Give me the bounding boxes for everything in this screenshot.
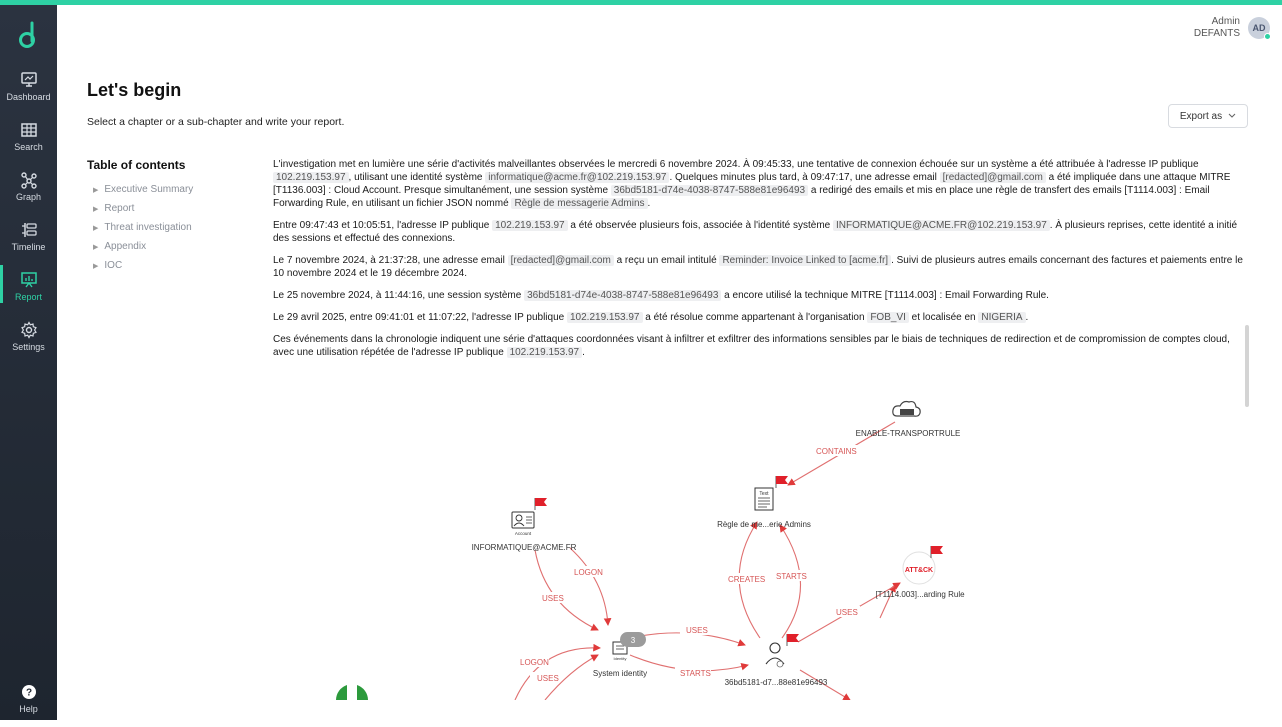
toc-item-label: Appendix: [104, 241, 147, 252]
svg-text:Identity: Identity: [613, 656, 627, 661]
caret-right-icon: ▶: [93, 224, 99, 232]
flag-icon: [776, 476, 788, 488]
node-label: Règle de me...erie Admins: [717, 520, 811, 529]
attack-badge-text: ATT&CK: [904, 567, 934, 574]
report-paragraph: Entre 09:47:43 et 10:05:51, l'adresse IP publique 102.219.153.97 a été observée plusieurs fois, associée à l'identité système INFORMATIQUE@ACME.FR@102.219.153.97 . À plusieurs reprises, cette identité a initié des sessions et effectué des connexions.: [273, 220, 1238, 244]
email-chip: [redacted]@gmail.com: [508, 255, 614, 266]
graph-node-attack[interactable]: [875, 546, 965, 599]
help-label: Help: [19, 704, 38, 714]
toc-list: [93, 180, 193, 275]
sidebar-item-graph[interactable]: [3, 171, 54, 215]
toc-item-label: Report: [104, 203, 135, 214]
edge-label-uses: USES: [542, 594, 564, 603]
sidebar-item-report[interactable]: [3, 271, 54, 315]
partial-node-country-flag[interactable]: [336, 684, 368, 700]
account-card-icon: [512, 512, 534, 536]
graph-node-session[interactable]: [725, 634, 828, 687]
text-document-icon: [755, 488, 773, 510]
toc-title: Table of contents: [87, 158, 186, 172]
top-accent-bar: [0, 0, 1282, 5]
sidebar-item-label: Graph: [15, 192, 41, 202]
toc-item-executive-summary[interactable]: [93, 180, 193, 199]
chevron-down-icon: [1228, 113, 1236, 119]
session-chip: 36bd5181-d74e-4038-8747-588e81e96493: [611, 185, 808, 196]
graph-icon: [20, 171, 38, 189]
sidebar-item-label: Report: [14, 292, 42, 302]
sidebar-item-label: Settings: [12, 342, 45, 352]
search-grid-icon: [20, 121, 38, 139]
node-label: System identity: [592, 669, 648, 678]
page-title: Let's begin: [87, 80, 182, 100]
session-chip: 36bd5181-d74e-4038-8747-588e81e96493: [524, 290, 721, 301]
sidebar-item-help[interactable]: [3, 683, 54, 727]
node-label: [T1114.003]...arding Rule: [875, 590, 965, 599]
dashboard-icon: [20, 71, 38, 89]
sidebar-item-label: Search: [14, 142, 43, 152]
report-paragraph: Le 7 novembre 2024, à 21:37:28, une adresse email [redacted]@gmail.com a reçu un email intitulé Reminder: Invoice Linked to [acme.fr] . Suivi de plusieurs autres emails concernant des factures et paiements entre le 10 novembre 2024 et le 19 décembre 2024.: [273, 255, 1243, 279]
account-org: DEFANTS: [1193, 28, 1240, 39]
svg-text:Account: Account: [514, 531, 532, 536]
account-menu[interactable]: [1194, 16, 1270, 40]
help-icon: [20, 683, 38, 701]
sidebar-item-settings[interactable]: [3, 321, 54, 365]
sidebar-item-dashboard[interactable]: [3, 71, 54, 115]
toc-item-report[interactable]: [93, 199, 193, 218]
report-paragraph: Ces événements dans la chronologie indiquent une série d'attaques coordonnées visant à infiltrer et exfiltrer des informations sensibles par le biais de techniques de redirection et de compromission de comptes cloud, avec une utilisation répétée de l'adresse IP publique 102.219.153.97 .: [273, 334, 1230, 358]
sidebar-item-search[interactable]: [3, 121, 54, 165]
account-name: Admin: [1211, 16, 1240, 27]
edge-logon-1: [570, 548, 608, 625]
session-user-icon: [766, 643, 784, 667]
report-paragraph: Le 25 novembre 2024, à 11:44:16, une session système 36bd5181-d74e-4038-8747-588e81e96493 a encore utilisé la technique MITRE [T1114.003] : Email Forwarding Rule.: [273, 290, 1049, 301]
toc-item-label: Executive Summary: [104, 184, 194, 195]
toc-item-label: Threat investigation: [104, 222, 192, 233]
app-logo-icon[interactable]: [17, 21, 39, 49]
toc-item-label: IOC: [104, 260, 123, 271]
investigation-graph[interactable]: [330, 380, 970, 700]
gear-icon: [20, 321, 38, 339]
toc-item-ioc[interactable]: [93, 256, 193, 275]
ip-address-chip: 102.219.153.97: [273, 172, 349, 183]
export-button[interactable]: [1168, 104, 1248, 128]
report-paragraph: Le 29 avril 2025, entre 09:41:01 et 11:07:22, l'adresse IP publique 102.219.153.97 a été résolue comme appartenant à l'organisation FOB_VI et localisée en NIGERIA .: [273, 312, 1029, 323]
file-chip: Règle de messagerie Admins: [511, 198, 647, 209]
edge-uses-1: [535, 550, 598, 630]
caret-right-icon: ▶: [93, 205, 99, 213]
flag-icon: [787, 634, 799, 646]
edge-label-logon: LOGON: [520, 658, 549, 667]
report-content[interactable]: [273, 158, 1245, 368]
export-label: Export as: [1179, 110, 1223, 122]
graph-node-account[interactable]: [472, 498, 577, 552]
identity-chip: INFORMATIQUE@ACME.FR@102.219.153.97: [833, 220, 1050, 231]
page-subtitle: Select a chapter or a sub-chapter and write your report.: [87, 116, 345, 128]
avatar[interactable]: [1248, 17, 1270, 39]
svg-text:?: ?: [25, 687, 32, 699]
edge-label-starts: STARTS: [680, 669, 711, 678]
cloud-icon: [893, 402, 920, 417]
graph-node-transport[interactable]: [856, 402, 961, 439]
report-icon: [20, 271, 38, 289]
edge-label-creates: CREATES: [728, 575, 766, 584]
node-label: ENABLE-TRANSPORTRULE: [855, 429, 961, 438]
edge-label-uses: USES: [836, 608, 858, 617]
caret-right-icon: ▶: [93, 186, 99, 194]
timeline-icon: [20, 221, 38, 239]
identity-chip: informatique@acme.fr@102.219.153.97: [485, 172, 669, 183]
svg-text:Text: Text: [759, 491, 769, 497]
sidebar-item-timeline[interactable]: [3, 221, 54, 265]
sidebar-item-label: Timeline: [11, 242, 46, 252]
node-label: 36bd5181-d7...88e81e96493: [724, 678, 828, 687]
country-chip: NIGERIA: [978, 312, 1025, 323]
ip-address-chip: 102.219.153.97: [507, 347, 583, 358]
edge-label-uses: USES: [686, 626, 708, 635]
ip-address-chip: 102.219.153.97: [492, 220, 568, 231]
toc-item-threat-investigation[interactable]: [93, 218, 193, 237]
flag-icon: [931, 546, 943, 558]
edge-label-logon: LOGON: [574, 568, 603, 577]
content-scrollbar[interactable]: [1245, 325, 1249, 407]
sidebar: [0, 5, 57, 720]
edge-label-starts: STARTS: [776, 572, 807, 581]
flag-icon: [535, 498, 547, 510]
report-paragraph: L'investigation met en lumière une série d'activités malveillantes observées le mercredi 6 novembre 2024. À 09:45:33, une tentative de connexion échouée sur un système a été attribuée à l'adresse IP publique 102.219.153.97 , utilisant une identité système informatique@acme.fr@102.219.153.97 . Quelques minutes plus tard, à 09:47:17, une adresse email [redacted]@gmail.com a été impliquée dans une attaque MITRE [T1136.003] : Cloud Account. Presque simultanément, une session système 36bd5181-d74e-4038-8747-588e81e96493 a redirigé des emails et mis en place une règle de transfert des emails [T1114.003] : Email Forwarding Rule, en utilisant un fichier JSON nommé Règle de messagerie Admins .: [273, 159, 1231, 209]
online-status-dot: [1264, 33, 1271, 40]
edge-starts-1: [780, 525, 801, 638]
ip-address-chip: 102.219.153.97: [567, 312, 643, 323]
edge-label-contains: CONTAINS: [816, 447, 857, 456]
avatar-initials: AD: [1252, 23, 1266, 33]
email-chip: [redacted]@gmail.com: [940, 172, 1046, 183]
node-label: INFORMATIQUE@ACME.FR: [471, 543, 577, 552]
edge-label-uses: USES: [537, 674, 559, 683]
graph-node-rule[interactable]: [717, 476, 811, 529]
node-count: 3: [630, 636, 636, 645]
graph-node-identity[interactable]: [593, 632, 647, 678]
caret-right-icon: ▶: [93, 243, 99, 251]
email-subject-chip: Reminder: Invoice Linked to [acme.fr]: [719, 255, 891, 266]
sidebar-item-label: Dashboard: [6, 92, 51, 102]
organization-chip: FOB_VI: [867, 312, 909, 323]
caret-right-icon: ▶: [93, 262, 99, 270]
toc-item-appendix[interactable]: [93, 237, 193, 256]
